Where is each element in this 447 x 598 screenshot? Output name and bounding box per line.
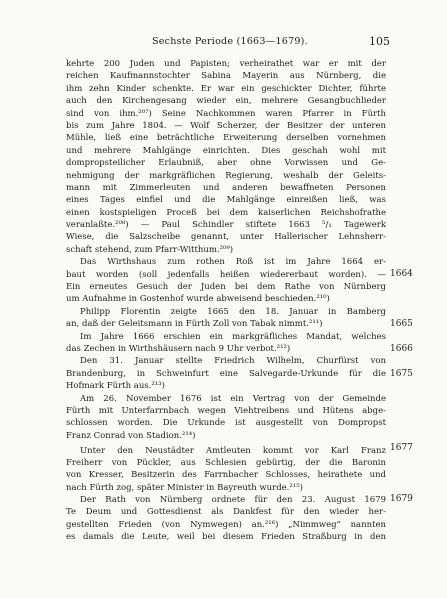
text-line: von Kresser, Besitzerin des Farrnbacher Schlosses, heirathete und <box>66 470 386 481</box>
text-line: auch den Kirchengesang wieder ein, mehrere Gesangbuchlieder <box>66 96 386 107</box>
text-line: um Aufnahme in Gostenhof wurde abweisend beschieden.²¹⁰) <box>66 294 330 305</box>
margin-year: 1677 <box>390 443 413 453</box>
text-line: Wiese, die Salzscheibe genannt, unter Hallerischer Lehnsherr- <box>66 232 386 243</box>
text-line: nehmigung der markgräflichen Regierung, weshalb der Geleits- <box>66 170 386 181</box>
text-line: Franz Conrad von Stadion.²¹⁴) <box>66 430 196 441</box>
text-line: mann mit Zimmerleuten und anderen bewaffneten Personen <box>66 182 386 193</box>
margin-year: 1666 <box>390 344 413 354</box>
text-line: einen kostspieligen Proceß bei dem kaiserlichen Reichshofrathe <box>66 207 386 218</box>
text-line: es damals die Leute, weil bei diesem Frieden Straßburg in den <box>66 532 386 543</box>
text-line: und mehrere Mahlgänge einrichten. Dies geschah wohl mit <box>66 145 386 156</box>
body-text <box>66 58 386 544</box>
text-line: baut worden (soll jedenfalls heißen wiedererbaut worden). — <box>66 269 386 280</box>
text-line: eines Tages einfiel und die Mahlgänge einreißen ließ, was <box>66 195 386 206</box>
text-line: reichen Kaufmannstochter Sabina Mayerin aus Nürnberg, die <box>66 71 386 82</box>
text-line: Freiherr von Pückler, aus Schlesien gebürtig, der die Baronin <box>66 457 386 468</box>
text-line: Hofmark Fürth aus.²¹³) <box>66 381 165 392</box>
text-line: kehrte 200 Juden und Papisten; verheirathet war er mit der <box>66 59 386 69</box>
text-line: Philipp Florentin zeigte 1665 den 18. Januar in Bamberg <box>80 306 386 317</box>
margin-year: 1664 <box>390 269 413 279</box>
text-line: Ein erneutes Gesuch der Juden bei dem Rathe von Nürnberg <box>66 282 386 293</box>
text-line: Der Rath von Nürnberg ordnete für den 23. August 1679 <box>80 495 386 506</box>
text-line: sind von ihm.²⁰⁷) Seine Nachkommen waren Pfarrer in Fürth <box>66 108 386 119</box>
text-line: veranlaßte.²⁰⁸) — Paul Schindler stiftete 1663 ⁵/₁ Tagewerk <box>66 220 386 231</box>
margin-year: 1665 <box>390 319 413 329</box>
page-number: 105 <box>369 35 390 48</box>
text-line: Fürth mit Unterfarrnbach wegen Viehtreibens und Hütens abge- <box>66 405 386 416</box>
text-line: nach Fürth zog, später Minister in Bayreuth wurde.²¹⁵) <box>66 482 303 493</box>
text-line: Te Deum und Gottesdienst als Dankfest für den wieder her- <box>66 507 386 518</box>
text-line: gestellten Frieden (von Nymwegen) an.²¹⁶) „Nimmweg“ nannten <box>66 519 386 530</box>
margin-year: 1675 <box>390 369 413 379</box>
text-line: Am 26. November 1676 ist ein Vertrag von der Gemeinde <box>80 393 386 404</box>
text-line: Im Jahre 1666 erschien ein markgräfliches Mandat, welches <box>80 331 386 342</box>
text-line: an, daß der Geleitsmann in Fürth Zoll von Tabak nimmt.²¹¹) <box>66 319 323 330</box>
text-line: Das Wirthshaus zum rothen Roß ist im Jahre 1664 er- <box>80 257 386 268</box>
text-line: Brandenburg, in Schweinfurt eine Salvegarde-Urkunde für die <box>66 368 386 379</box>
text-line: ihm zehn Kinder schenkte. Er war ein geschickter Dichter, führte <box>66 83 386 94</box>
text-line: schaft stehend, zum Pfarr-Witthum.²⁰⁹) <box>66 244 234 255</box>
text-line: Mühle, ließ eine beträchtliche Erweiterung derselben vornehmen <box>66 133 386 144</box>
text-line: dompropsteilicher Erlaubniß, aber ohne Vorwissen und Ge- <box>66 158 386 169</box>
text-line: das Zechen in Wirthshäusern nach 9 Uhr verbot.²¹²) <box>66 343 291 354</box>
text-line: Unter den Neustädter Amtleuten kommt vor Karl Franz <box>80 445 386 456</box>
text-line: bis zum Jahre 1804. — Wolf Scherzer, der Besitzer der unteren <box>66 120 386 131</box>
text-line: Den 31. Januar stellte Friedrich Wilhelm, Churfürst von <box>80 356 386 367</box>
running-head: Sechste Periode (1663—1679). <box>152 36 308 47</box>
text-line: schlossen worden. Die Urkunde ist ausgestellt von Dompropst <box>66 418 386 429</box>
page-header <box>70 36 390 52</box>
margin-year: 1679 <box>390 494 413 504</box>
